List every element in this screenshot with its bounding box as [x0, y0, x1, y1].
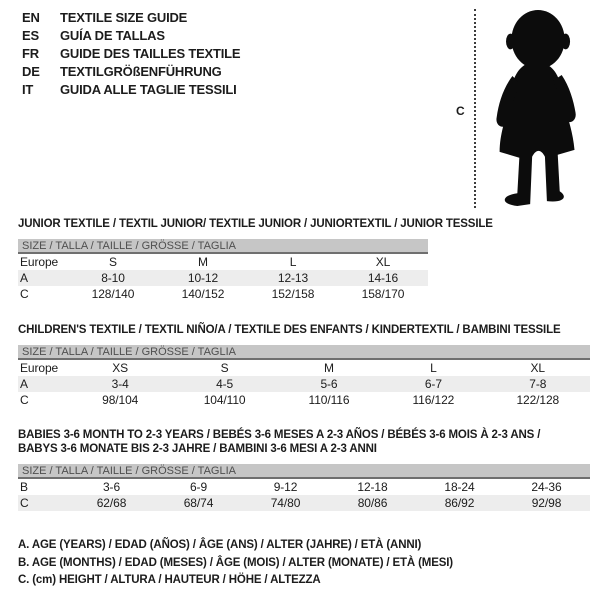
baby-silhouette-shape	[496, 10, 575, 206]
row-label: A	[20, 377, 28, 391]
table-body	[18, 360, 590, 408]
row-label: C	[20, 496, 29, 510]
size-cell: 152/158	[271, 287, 315, 301]
table-body	[18, 479, 590, 511]
row-label: C	[20, 287, 29, 301]
language-title: TEXTILGRÖßENFÜHRUNG	[60, 63, 222, 79]
size-cell: 104/110	[203, 393, 246, 407]
language-code: ES	[22, 27, 39, 43]
size-cell: 8-10	[101, 271, 125, 285]
language-row	[22, 44, 240, 62]
footnotes	[18, 537, 453, 590]
size-table-junior	[18, 217, 493, 302]
language-title: TEXTILE SIZE GUIDE	[60, 9, 188, 25]
footnote-line: C. (cm) HEIGHT / ALTURA / HAUTEUR / HÖHE / ALTEZZA	[18, 574, 321, 586]
size-cell: 7-8	[529, 377, 547, 391]
size-cell: 3-6	[102, 480, 121, 494]
language-title: GUIDA ALLE TAGLIE TESSILI	[60, 81, 237, 97]
language-title: GUIDE DES TAILLES TEXTILE	[60, 45, 241, 61]
size-cell: 74/80	[270, 496, 301, 510]
size-cell: 14-16	[367, 271, 399, 285]
size-header-bar: SIZE / TALLA / TAILLE / GRÖSSE / TAGLIA	[18, 464, 590, 479]
size-cell: 80/86	[357, 496, 388, 510]
size-cell: 98/104	[102, 393, 139, 407]
table-title-line: CHILDREN'S TEXTILE / TEXTIL NIÑO/A / TEXTILE DES ENFANTS / KINDERTEXTIL / BAMBINI TESSILE	[18, 324, 561, 336]
table-title	[18, 428, 590, 456]
size-cell: 110/116	[308, 393, 350, 407]
language-code: IT	[22, 81, 34, 97]
size-cell: M	[324, 361, 334, 375]
size-cell: L	[430, 361, 437, 375]
table-title	[18, 217, 493, 231]
table-row	[18, 254, 428, 270]
size-cell: 12-13	[277, 271, 309, 285]
size-cell: 4-5	[216, 377, 234, 391]
size-cell: 68/74	[183, 496, 214, 510]
table-title-line: JUNIOR TEXTILE / TEXTIL JUNIOR/ TEXTILE JUNIOR / JUNIORTEXTIL / JUNIOR TESSILE	[18, 218, 493, 230]
size-cell: 10-12	[187, 271, 219, 285]
language-code: FR	[22, 45, 39, 61]
height-measure-dotted-line	[474, 9, 476, 208]
size-cell: 122/128	[516, 393, 560, 407]
size-cell: 62/68	[96, 496, 127, 510]
size-cell: XL	[375, 255, 391, 269]
size-cell: 6-7	[424, 377, 442, 391]
size-cell: 158/170	[361, 287, 405, 301]
size-cell: M	[198, 255, 208, 269]
language-code: EN	[22, 9, 40, 25]
table-row	[18, 495, 590, 511]
row-label: B	[20, 480, 28, 494]
size-cell: 9-12	[273, 480, 298, 494]
language-title: GUÍA DE TALLAS	[60, 27, 165, 43]
size-cell: 24-36	[531, 480, 562, 494]
size-cell: 18-24	[444, 480, 475, 494]
language-code: DE	[22, 63, 40, 79]
table-row	[18, 360, 590, 376]
size-grid	[18, 254, 428, 302]
size-header-bar: SIZE / TALLA / TAILLE / GRÖSSE / TAGLIA	[18, 345, 590, 360]
size-cell: 86/92	[444, 496, 475, 510]
size-cell: 116/122	[412, 393, 455, 407]
row-label: Europe	[20, 255, 59, 269]
table-row	[18, 479, 590, 495]
size-cell: 128/140	[91, 287, 135, 301]
size-cell: 3-4	[111, 377, 129, 391]
footnote-line: A. AGE (YEARS) / EDAD (AÑOS) / ÂGE (ANS) / ALTER (JAHRE) / ETÀ (ANNI)	[18, 539, 422, 551]
size-cell: 12-18	[357, 480, 388, 494]
size-grid	[18, 360, 590, 408]
size-header-bar: SIZE / TALLA / TAILLE / GRÖSSE / TAGLIA	[18, 239, 428, 254]
size-cell: L	[289, 255, 297, 269]
language-row	[22, 8, 240, 26]
size-cell: XL	[530, 361, 546, 375]
table-row	[18, 286, 428, 302]
footnote-line: B. AGE (MONTHS) / EDAD (MESES) / ÂGE (MOIS) / ALTER (MONATE) / ETÀ (MESI)	[18, 556, 453, 569]
language-guide-list	[22, 8, 240, 98]
baby-silhouette-image	[486, 7, 596, 209]
size-cell: S	[109, 255, 117, 269]
table-row	[18, 270, 428, 286]
size-cell: 140/152	[181, 287, 225, 301]
size-table-babies	[18, 428, 590, 511]
row-label: A	[20, 271, 28, 285]
table-row	[18, 376, 590, 392]
table-title-line: BABIES 3-6 MONTH TO 2-3 YEARS / BEBÉS 3-6 MESES A 2-3 AÑOS / BÉBÉS 3-6 MOIS À 2-3 ANS /	[18, 429, 541, 441]
row-label: C	[20, 393, 29, 407]
size-cell: 6-9	[189, 480, 208, 494]
table-title-line: BABYS 3-6 MONATE BIS 2-3 JAHRE / BAMBINI 3-6 MESI A 2-3 ANNI	[18, 443, 377, 455]
size-cell: S	[220, 361, 229, 375]
size-grid	[18, 479, 590, 511]
language-row	[22, 62, 240, 80]
language-row	[22, 80, 240, 98]
size-cell: 92/98	[531, 496, 562, 510]
size-cell: XS	[112, 361, 129, 375]
table-body	[18, 254, 428, 302]
language-row	[22, 26, 240, 44]
height-measure-label: C	[456, 104, 465, 118]
table-title	[18, 323, 590, 337]
table-row	[18, 392, 590, 408]
row-label: Europe	[20, 361, 59, 375]
size-table-children	[18, 323, 590, 408]
size-cell: 5-6	[320, 377, 338, 391]
